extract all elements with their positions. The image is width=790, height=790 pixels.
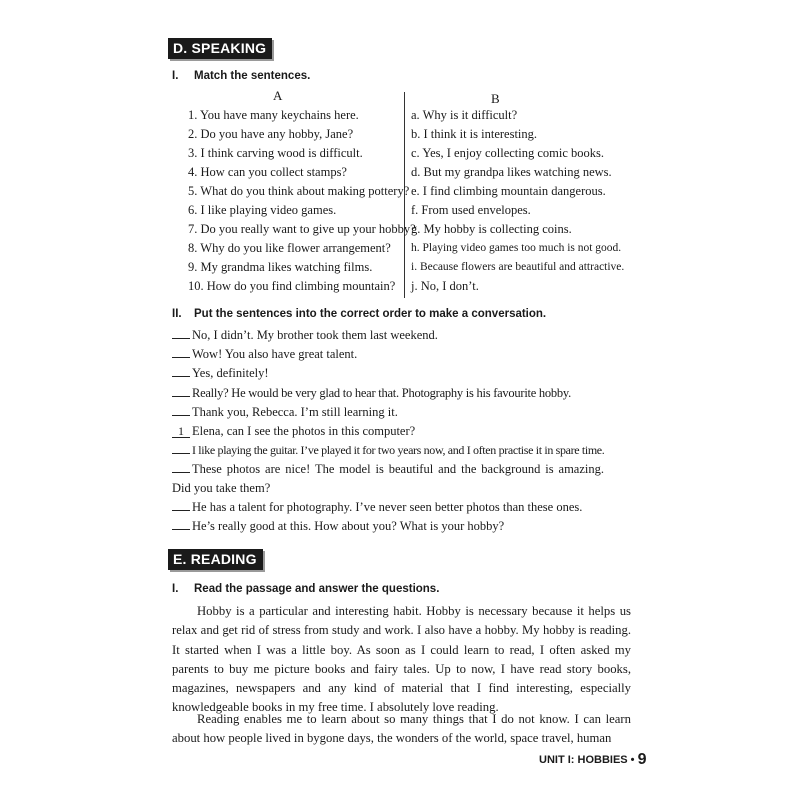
conversation-text: Elena, can I see the photos in this computer? [192,424,416,438]
match-item-a: 5. What do you think about making pottery? [188,184,410,198]
ex2-number: II. [172,308,182,320]
answer-blank[interactable] [172,364,190,377]
conversation-line [172,384,604,403]
match-item-b: d. But my grandpa likes watching news. [411,165,612,179]
answer-blank[interactable] [172,403,190,416]
conversation-text: Thank you, Rebecca. I’m still learning it. [192,405,398,419]
reading-ex1-instruction-text: Read the passage and answer the questions. [194,583,440,595]
conversation-line [172,517,604,536]
conversation-text: These photos are nice! The model is beautiful and the background is amazing. Did you take them? [172,462,604,495]
match-item-b: j. No, I don’t. [411,279,479,293]
conversation-line [172,498,604,517]
match-item-b: h. Playing video games too much is not good. [411,242,622,254]
reading-section-header: E. READING [168,549,263,570]
conversation-text: I like playing the guitar. I’ve played it for two years now, and I often practise it in spare time. [192,443,605,457]
page-footer [539,751,647,769]
ex1-number: I. [172,70,179,82]
answer-blank[interactable] [172,498,190,511]
conversation-line [172,460,604,498]
answer-blank[interactable] [172,460,190,473]
conversation-line [172,326,604,345]
answer-blank[interactable] [172,326,190,339]
match-item-b: f. From used envelopes. [411,203,531,217]
column-a-heading: A [273,88,283,103]
conversation-text: Yes, definitely! [192,366,269,380]
reading-ex1-number: I. [172,583,179,595]
speaking-section-header: D. SPEAKING [168,38,272,59]
speaking-ex1-instruction [172,70,310,82]
answer-blank[interactable] [172,441,190,454]
match-item-b: a. Why is it difficult? [411,108,518,122]
answer-blank[interactable] [172,384,190,397]
match-item-a: 1. You have many keychains here. [188,108,359,122]
match-item-b: i. Because flowers are beautiful and attractive. [411,261,625,273]
conversation-text: He has a talent for photography. I’ve never seen better photos than these ones. [192,500,583,514]
conversation-line [172,441,604,460]
ex2-instruction-text: Put the sentences into the correct order to make a conversation. [194,308,547,320]
answer-blank[interactable] [172,345,190,358]
column-b-heading: B [491,91,500,106]
match-item-a: 3. I think carving wood is difficult. [188,146,363,160]
match-item-b: c. Yes, I enjoy collecting comic books. [411,146,605,160]
reading-ex1-instruction [172,583,439,595]
conversation-line [172,422,604,441]
match-item-a: 2. Do you have any hobby, Jane? [188,127,354,141]
match-item-a: 10. How do you find climbing mountain? [188,279,396,293]
reading-paragraph: Hobby is a particular and interesting habit. Hobby is necessary because it helps us relax and get rid of stress from study and work. I also have a hobby. My hobby is reading. It started when I was a little boy. As soon as I could learn to read, I often asked my parents to buy me picture books and fairy tales. Up to now, I have read story books, magazines, newspapers and any kind of material that I find interesting, especially knowledgeable books in my free time. I absolutely love reading. [172,604,631,715]
conversation-line [172,403,604,422]
conversation-line [172,364,604,383]
match-item-b: g. My hobby is collecting coins. [411,222,572,236]
conversation-text: Wow! You also have great talent. [192,347,358,361]
answer-blank[interactable]: 1 [172,425,190,438]
conversation-text: Really? He would be very glad to hear that. Photography is his favourite hobby. [192,386,571,400]
match-item-a: 8. Why do you like flower arrangement? [188,241,391,255]
page-number: 9 [637,751,647,768]
match-item-a: 4. How can you collect stamps? [188,165,347,179]
match-item-b: e. I find climbing mountain dangerous. [411,184,606,198]
match-item-b: b. I think it is interesting. [411,127,538,141]
conversation-text: No, I didn’t. My brother took them last weekend. [192,328,438,342]
reading-paragraph: Reading enables me to learn about so many things that I do not know. I can learn about how people lived in bygone days, the wonders of the world, space travel, human [172,712,631,746]
answer-blank[interactable] [172,517,190,530]
match-item-a: 7. Do you really want to give up your hobby? [188,222,416,236]
speaking-ex2-instruction [172,308,546,320]
unit-label: UNIT I: HOBBIES • [539,754,635,766]
ex1-instruction-text: Match the sentences. [194,70,311,82]
match-item-a: 6. I like playing video games. [188,203,337,217]
conversation-line [172,345,604,364]
conversation-text: He’s really good at this. How about you? What is your hobby? [192,519,505,533]
match-item-a: 9. My grandma likes watching films. [188,260,373,274]
